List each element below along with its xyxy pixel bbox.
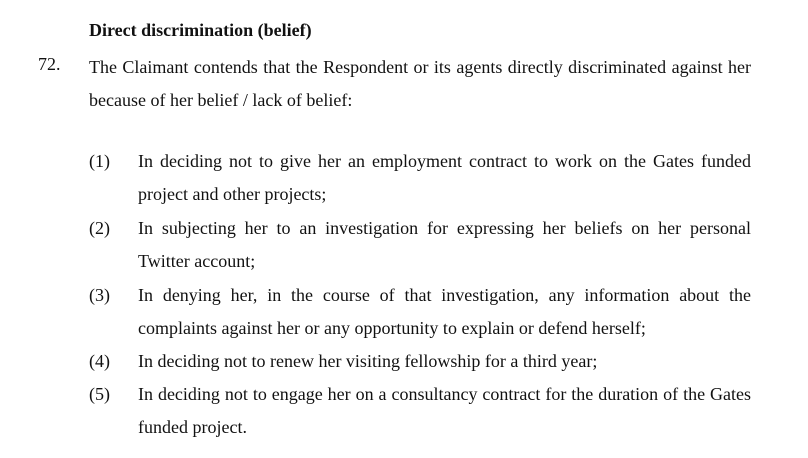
list-item — [89, 279, 751, 345]
list-item-text: In subjecting her to an investigation for expressing her beliefs on her personal Twitter account; — [138, 218, 751, 271]
list-item-label: (3) — [89, 285, 110, 305]
list-item — [89, 145, 751, 211]
section-heading: Direct discrimination (belief) — [89, 20, 312, 40]
list-item-text: In denying her, in the course of that investigation, any information about the complaints against her or any opportunity to explain or defend herself; — [138, 285, 751, 338]
list-item — [89, 345, 751, 378]
list-item-text: In deciding not to engage her on a consultancy contract for the duration of the Gates funded project. — [138, 384, 751, 437]
list-item-label: (5) — [89, 384, 110, 404]
list-item-text: In deciding not to give her an employment contract to work on the Gates funded project and other projects; — [138, 151, 751, 204]
list-item — [89, 378, 751, 444]
list-item-label: (4) — [89, 351, 110, 371]
list-item-label: (1) — [89, 151, 110, 171]
list-item-label: (2) — [89, 218, 110, 238]
list-item — [89, 212, 751, 278]
paragraph-number: 72. — [38, 54, 61, 74]
list-item-text: In deciding not to renew her visiting fellowship for a third year; — [138, 351, 598, 371]
paragraph-text: The Claimant contends that the Respondent or its agents directly discriminated against her because of her belief / lack of belief: — [89, 57, 751, 110]
